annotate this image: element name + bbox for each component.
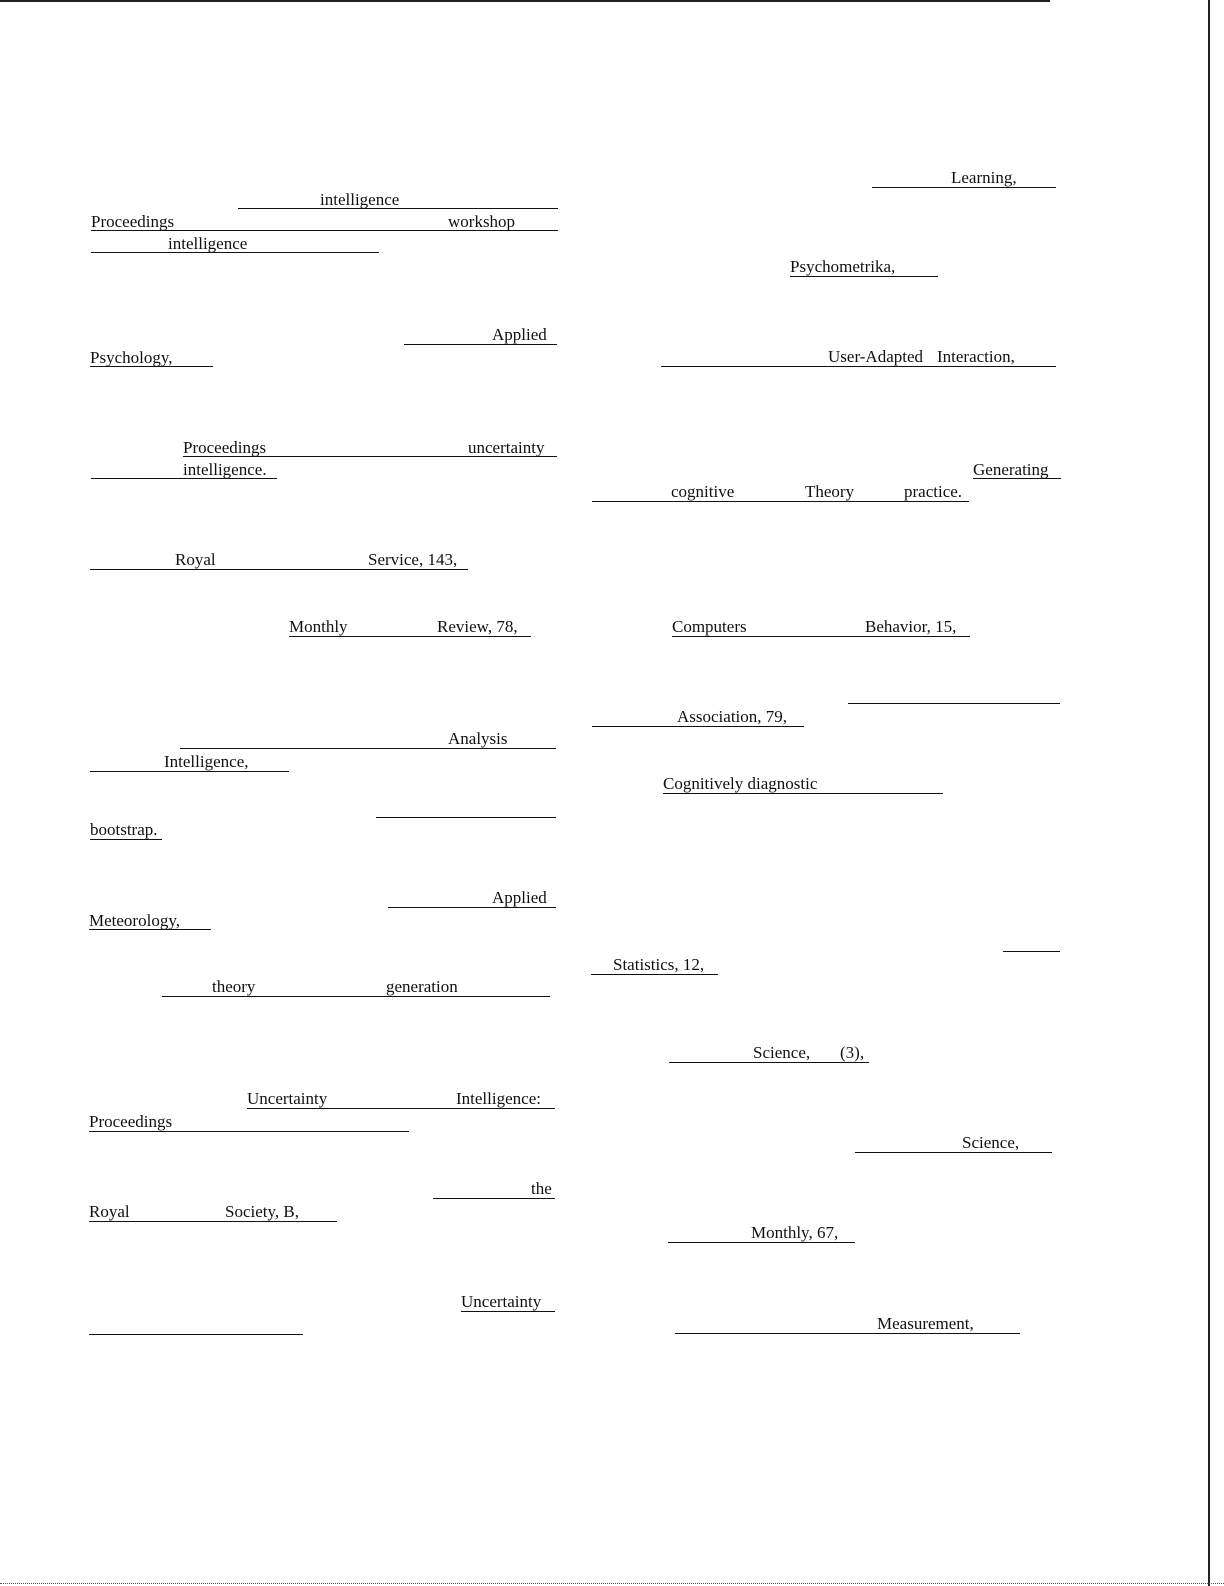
ref-text: Association, 79, <box>677 707 788 726</box>
page-top-border <box>0 0 1050 2</box>
ref-text: Psychometrika, <box>790 257 896 276</box>
ref-text: Royal <box>175 550 216 569</box>
ref-text: Applied <box>492 888 547 907</box>
ref-text: Generating <box>973 460 1049 479</box>
ref-text: theory <box>212 977 256 996</box>
ref-text: intelligence <box>320 190 400 209</box>
ref-title: bootstrap <box>90 820 154 839</box>
ref-text: Society, B, <box>225 1202 299 1221</box>
ref-punct: . <box>957 482 963 501</box>
underline <box>1003 951 1060 952</box>
ref-text: Computers <box>672 617 747 636</box>
ref-text: Uncertainty <box>247 1089 328 1108</box>
ref-text: Uncertainty <box>461 1292 542 1311</box>
page-right-border <box>1208 0 1210 1586</box>
ref-text: Interaction, <box>937 347 1015 366</box>
ref-text: Intelligence: <box>456 1089 541 1108</box>
ref-text: Intelligence, <box>164 752 249 771</box>
ref-text: Royal <box>89 1202 130 1221</box>
ref-text: (3), <box>840 1043 865 1062</box>
ref-text: Behavior, 15, <box>865 617 957 636</box>
ref-text: Proceedings <box>89 1112 173 1131</box>
ref-text: Monthly <box>289 617 348 636</box>
underline <box>376 817 556 818</box>
ref-text: Meteorology, <box>89 911 180 930</box>
ref-text: Service, 143, <box>368 550 458 569</box>
ref-text: Proceedings <box>183 438 267 457</box>
ref-text <box>904 482 962 502</box>
ref-text: Cognitively diagnostic <box>663 774 818 793</box>
ref-text: Theory <box>805 482 855 501</box>
ref-text: cognitive <box>671 482 735 501</box>
ref-text: workshop <box>448 212 516 231</box>
ref-text: User-Adapted <box>828 347 924 366</box>
ref-text: Science, <box>753 1043 811 1062</box>
ref-text: Review, 78, <box>437 617 518 636</box>
ref-text: the <box>531 1179 552 1198</box>
ref-punct: . <box>262 460 267 479</box>
ref-text: Proceedings <box>91 212 175 231</box>
underline <box>89 1334 303 1335</box>
ref-text: intelligence <box>168 234 248 253</box>
ref-title: practice <box>904 482 958 501</box>
ref-text: Measurement, <box>877 1314 974 1333</box>
ref-text: Science, <box>962 1133 1020 1152</box>
ref-text: generation <box>386 977 458 996</box>
ref-title: intelligence <box>183 460 263 479</box>
ref-text: uncertainty <box>468 438 545 457</box>
ref-text: Statistics, 12, <box>613 955 705 974</box>
underline <box>855 1152 1052 1153</box>
ref-text: Analysis <box>448 729 508 748</box>
ref-text <box>183 460 267 480</box>
ref-text: Learning, <box>951 168 1017 187</box>
ref-text <box>90 820 158 840</box>
ref-punct: . <box>153 820 158 839</box>
ref-text: Applied <box>492 325 547 344</box>
ref-text: Psychology, <box>90 348 173 367</box>
underline <box>848 703 1060 704</box>
page-bottom-border <box>0 1583 1224 1584</box>
ref-text: Monthly, 67, <box>751 1223 839 1242</box>
